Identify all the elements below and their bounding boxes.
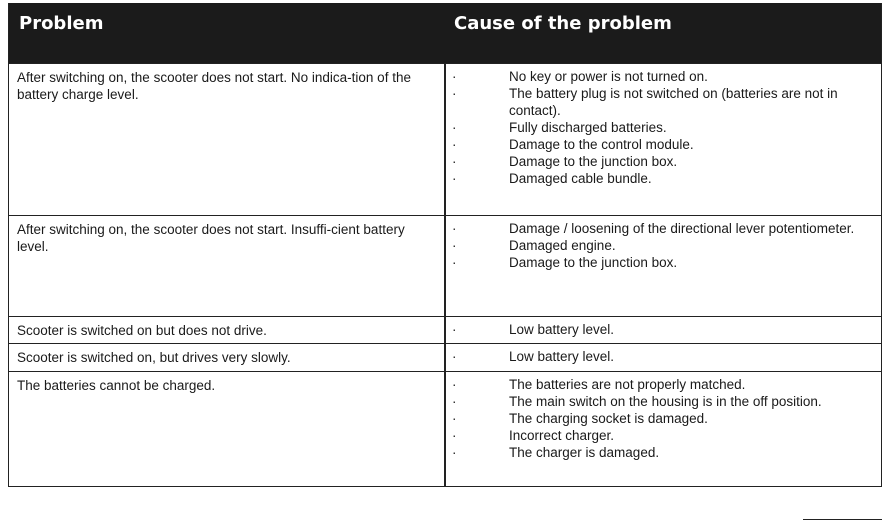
- bullet: ·: [452, 221, 457, 236]
- cause-text: The batteries are not properly matched.: [509, 377, 746, 392]
- cause-text: Damage to the junction box.: [509, 255, 678, 270]
- problem-cell: After switching on, the scooter does not start. No indica-tion of the battery charge level.: [9, 64, 446, 215]
- bullet: ·: [452, 322, 457, 337]
- cause-item: [452, 348, 873, 365]
- bullet: ·: [452, 238, 457, 253]
- cause-cell: [446, 317, 881, 343]
- cause-item: [452, 410, 873, 427]
- cause-item: [452, 119, 873, 136]
- bullet: ·: [452, 445, 457, 460]
- cause-item: [452, 220, 873, 237]
- problem-cell: Scooter is switched on but does not drive.: [9, 317, 446, 343]
- cause-item: [452, 136, 873, 153]
- bullet: ·: [452, 137, 457, 152]
- bullet: ·: [452, 86, 457, 101]
- table-row: [9, 215, 881, 316]
- troubleshooting-table: [8, 3, 882, 487]
- bullet: ·: [452, 377, 457, 392]
- cause-item: [452, 427, 873, 444]
- table-row: [9, 316, 881, 343]
- bullet: ·: [452, 428, 457, 443]
- header-problem: Problem: [19, 13, 104, 34]
- cause-item: [452, 237, 873, 254]
- cause-cell: [446, 344, 881, 371]
- cause-text: Damaged cable bundle.: [509, 171, 652, 186]
- header-cause: Cause of the problem: [454, 13, 672, 34]
- cause-text: The charging socket is damaged.: [509, 411, 708, 426]
- cause-text: No key or power is not turned on.: [509, 69, 708, 84]
- cause-item: [452, 153, 873, 170]
- bullet: ·: [452, 394, 457, 409]
- cause-text: Damage to the control module.: [509, 137, 694, 152]
- problem-cell: The batteries cannot be charged.: [9, 372, 446, 486]
- bullet: ·: [452, 255, 457, 270]
- problem-cell: After switching on, the scooter does not start. Insuffi-cient battery level.: [9, 216, 446, 316]
- cause-cell: [446, 372, 881, 486]
- table-header: [9, 3, 881, 63]
- table-row: [9, 371, 881, 486]
- cause-text: The main switch on the housing is in the off position.: [509, 394, 822, 409]
- cause-item: [452, 444, 873, 461]
- bullet: ·: [452, 349, 457, 364]
- cause-text: Low battery level.: [509, 349, 615, 364]
- bullet: ·: [452, 171, 457, 186]
- cause-text: Damage / loosening of the directional lever potentiometer.: [509, 221, 855, 236]
- bullet: ·: [452, 69, 457, 84]
- footer-rule: [803, 519, 882, 520]
- cause-text: Damaged engine.: [509, 238, 616, 253]
- cause-text: Incorrect charger.: [509, 428, 615, 443]
- cause-text: The charger is damaged.: [509, 445, 660, 460]
- bullet: ·: [452, 411, 457, 426]
- cause-item: [452, 376, 873, 393]
- cause-cell: [446, 216, 881, 316]
- table-row: [9, 343, 881, 371]
- cause-item: [452, 393, 873, 410]
- bullet: ·: [452, 154, 457, 169]
- bullet: ·: [452, 120, 457, 135]
- cause-item: [452, 254, 873, 271]
- cause-item: [452, 170, 873, 187]
- cause-text: Damage to the junction box.: [509, 154, 678, 169]
- cause-text: Fully discharged batteries.: [509, 120, 667, 135]
- cause-cell: [446, 64, 881, 215]
- cause-item: [452, 85, 873, 119]
- table-row: [9, 63, 881, 215]
- cause-text: The battery plug is not switched on (batteries are not in contact).: [509, 86, 838, 118]
- problem-cell: Scooter is switched on, but drives very slowly.: [9, 344, 446, 371]
- cause-item: [452, 68, 873, 85]
- cause-text: Low battery level.: [509, 322, 615, 337]
- cause-item: [452, 321, 873, 338]
